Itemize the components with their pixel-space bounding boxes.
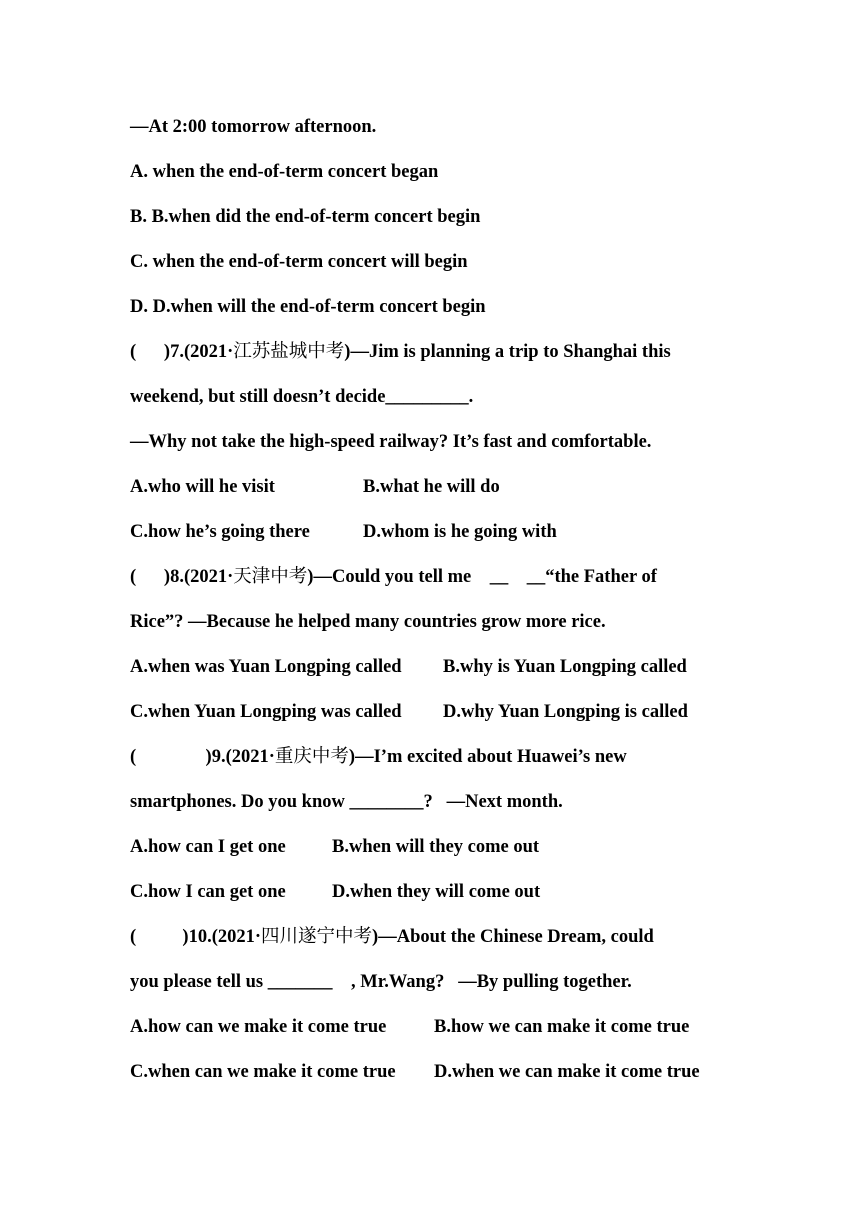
q7-source: 江苏盐城中考 (233, 341, 345, 362)
q10-option-b: B.how we can make it come true (434, 1017, 690, 1037)
q9-source: 重庆中考 (274, 746, 349, 767)
q10-stem-line1 (130, 922, 654, 952)
q10-option-c: C.when can we make it come true (130, 1062, 396, 1082)
q9-options-row1 (130, 832, 540, 862)
q8-stem-text: )—Could you tell me __ __“the Father of (307, 567, 657, 587)
q8-stem-line2: Rice”? —Because he helped many countries grow more rice. (130, 612, 606, 632)
q10-stem-line2: you please tell us _______ , Mr.Wang? —By pulling together. (130, 972, 632, 992)
q10-option-d: D.when we can make it come true (434, 1062, 700, 1082)
q7-number: ( )7.(2021· (130, 342, 234, 362)
q9-stem-line1 (130, 742, 627, 772)
q6-option-b: B. B.when did the end-of-term concert begin (130, 207, 481, 227)
q7-stem-line1 (130, 337, 671, 367)
q8-options-row2 (130, 697, 688, 727)
q7-option-a: A.who will he visit (130, 477, 275, 497)
q6-option-c: C. when the end-of-term concert will begin (130, 252, 468, 272)
q8-number: ( )8.(2021· (130, 567, 234, 587)
q8-option-c: C.when Yuan Longping was called (130, 702, 402, 722)
q9-option-d: D.when they will come out (332, 882, 541, 902)
q7-option-d: D.whom is he going with (363, 522, 557, 542)
q7-options-row2 (130, 517, 557, 547)
q7-stem-line2: weekend, but still doesn’t decide_________. (130, 387, 474, 407)
q6-option-d: D. D.when will the end-of-term concert begin (130, 297, 486, 317)
q8-option-d: D.why Yuan Longping is called (443, 702, 688, 722)
q7-options-row1 (130, 472, 500, 502)
q8-option-b: B.why is Yuan Longping called (443, 657, 687, 677)
q9-number: ( )9.(2021· (130, 747, 275, 767)
q10-options-row1 (130, 1012, 690, 1042)
q9-stem-line2: smartphones. Do you know ________? —Next month. (130, 792, 563, 812)
q10-option-a: A.how can we make it come true (130, 1017, 387, 1037)
q8-source: 天津中考 (233, 566, 308, 587)
q9-option-c: C.how I can get one (130, 882, 286, 902)
q10-number: ( )10.(2021· (130, 927, 262, 947)
q6-option-a: A. when the end-of-term concert began (130, 162, 439, 182)
q10-stem-text: )—About the Chinese Dream, could (372, 927, 654, 947)
q7-stem-text: )—Jim is planning a trip to Shanghai this (344, 342, 671, 362)
q6-answer: —At 2:00 tomorrow afternoon. (130, 117, 377, 137)
q9-option-a: A.how can I get one (130, 837, 286, 857)
q8-stem-line1 (130, 562, 657, 592)
q9-option-b: B.when will they come out (332, 837, 540, 857)
q7-reply: —Why not take the high-speed railway? It’s fast and comfortable. (130, 432, 652, 452)
q10-source: 四川遂宁中考 (261, 926, 373, 947)
q7-option-b: B.what he will do (363, 477, 500, 497)
q10-options-row2 (130, 1057, 700, 1087)
q9-options-row2 (130, 877, 541, 907)
q8-options-row1 (130, 652, 687, 682)
q8-option-a: A.when was Yuan Longping called (130, 657, 402, 677)
q9-stem-text: )—I’m excited about Huawei’s new (348, 747, 627, 767)
q7-option-c: C.how he’s going there (130, 522, 310, 542)
